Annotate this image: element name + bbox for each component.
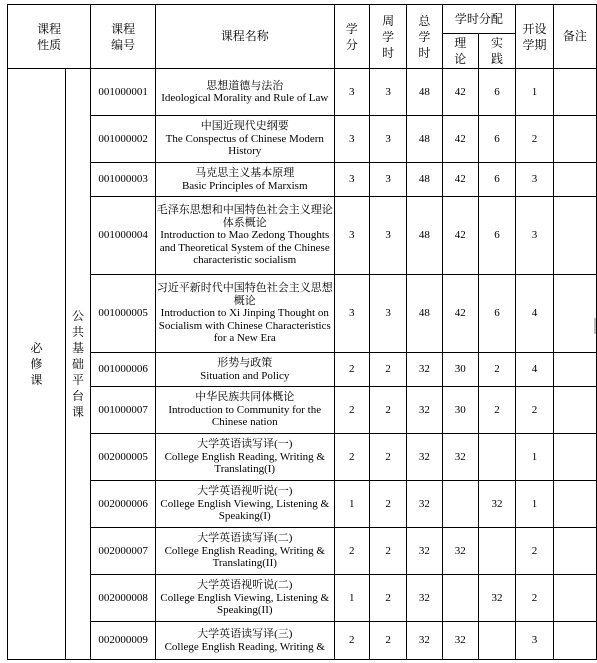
table-row: [8, 69, 597, 116]
theory-hours-cell: 42: [442, 116, 478, 163]
course-code: 001000001: [91, 69, 156, 116]
remark-cell: [553, 434, 596, 481]
course-name-en: College English Reading, Writing & Translating(I): [164, 450, 325, 476]
course-name: [155, 387, 334, 434]
course-name-cn: 思想道德与法治: [206, 79, 284, 92]
table-row: [8, 528, 597, 575]
remark-cell: [553, 275, 596, 353]
course-code: 001000006: [91, 353, 156, 387]
credit-cell: 1: [334, 575, 369, 622]
weekly-hours-cell: 2: [369, 353, 406, 387]
remark-cell: [553, 575, 596, 622]
header-nature: 课程性质: [8, 5, 91, 69]
semester-cell: 3: [516, 163, 554, 197]
course-code: 002000005: [91, 434, 156, 481]
semester-cell: 4: [516, 275, 554, 353]
semester-cell: 3: [516, 197, 554, 275]
course-code: 001000002: [91, 116, 156, 163]
course-name-cn: 大学英语读写译(二): [197, 532, 293, 545]
semester-cell: 4: [516, 353, 554, 387]
semester-cell: 2: [516, 387, 554, 434]
practice-hours-cell: 32: [478, 481, 515, 528]
table-row: [8, 434, 597, 481]
theory-hours-cell: [442, 481, 478, 528]
total-hours-cell: 32: [407, 575, 442, 622]
total-hours-cell: 32: [407, 528, 442, 575]
table-row: [8, 622, 597, 660]
course-name-cn: 习近平新时代中国特色社会主义思想概论: [156, 282, 333, 307]
course-code: 001000004: [91, 197, 156, 275]
weekly-hours-cell: 2: [369, 387, 406, 434]
total-hours-cell: 32: [407, 353, 442, 387]
header-practice: 实践: [478, 34, 515, 69]
table-row: [8, 116, 597, 163]
credit-cell: 2: [334, 434, 369, 481]
course-name: [155, 116, 334, 163]
header-code: 课程编号: [91, 5, 156, 69]
remark-cell: [553, 622, 596, 660]
practice-hours-cell: [478, 528, 515, 575]
practice-hours-cell: 6: [478, 116, 515, 163]
weekly-hours-cell: 2: [369, 434, 406, 481]
course-name-cn: 中国近现代史纲要: [200, 120, 289, 133]
course-nature-cell: 必修课: [8, 69, 66, 660]
table-row: [8, 163, 597, 197]
course-name-cn: 马克思主义基本原理: [195, 167, 295, 179]
header-weekly-hours: 周学时: [369, 5, 406, 69]
total-hours-cell: 32: [407, 622, 442, 660]
table-row: [8, 575, 597, 622]
course-code: 002000007: [91, 528, 156, 575]
course-name-cn: 大学英语读写译(一): [197, 438, 293, 451]
course-name: [155, 528, 334, 575]
weekly-hours-cell: 3: [369, 116, 406, 163]
semester-cell: 2: [516, 116, 554, 163]
course-name-en: Introduction to Xi Jinping Thought on Socialism with Chinese Characteristics for a New Era: [158, 307, 331, 345]
course-name: [155, 353, 334, 387]
course-name-cn: 中华民族共同体概论: [195, 391, 295, 404]
practice-hours-cell: [478, 622, 515, 660]
course-table: [7, 4, 597, 660]
total-hours-cell: 32: [407, 387, 442, 434]
remark-cell: [553, 163, 596, 197]
course-name-en: Introduction to Mao Zedong Thoughts and Theoretical System of the Chinese characteristic socialism: [159, 229, 330, 267]
credit-cell: 3: [334, 163, 369, 197]
total-hours-cell: 48: [407, 69, 442, 116]
semester-cell: 1: [516, 434, 554, 481]
header-semester: 开设学期: [516, 5, 554, 69]
practice-hours-cell: 2: [478, 387, 515, 434]
table-row: [8, 481, 597, 528]
remark-cell: [553, 116, 596, 163]
total-hours-cell: 48: [407, 163, 442, 197]
course-name-en: The Conspectus of Chinese Modern History: [165, 132, 324, 158]
semester-cell: 1: [516, 69, 554, 116]
remark-cell: [553, 197, 596, 275]
weekly-hours-cell: 2: [369, 481, 406, 528]
scrollbar-thumb[interactable]: [594, 318, 596, 334]
weekly-hours-cell: 3: [369, 197, 406, 275]
weekly-hours-cell: 2: [369, 622, 406, 660]
credit-cell: 2: [334, 622, 369, 660]
semester-cell: 3: [516, 622, 554, 660]
course-code: 002000006: [91, 481, 156, 528]
course-name-en: Introduction to Community for the Chinese nation: [168, 403, 322, 429]
theory-hours-cell: 42: [442, 275, 478, 353]
credit-cell: 3: [334, 69, 369, 116]
course-category-cell: 公共基础平台课: [65, 69, 91, 660]
header-credit: 学分: [334, 5, 369, 69]
course-name: [155, 197, 334, 275]
semester-cell: 2: [516, 575, 554, 622]
practice-hours-cell: 6: [478, 69, 515, 116]
course-name: [155, 622, 334, 660]
total-hours-cell: 48: [407, 116, 442, 163]
course-name: [155, 69, 334, 116]
course-name-cn: 大学英语视听说(二): [197, 579, 293, 592]
total-hours-cell: 32: [407, 434, 442, 481]
practice-hours-cell: 32: [478, 575, 515, 622]
semester-cell: 1: [516, 481, 554, 528]
weekly-hours-cell: 2: [369, 575, 406, 622]
table-row: [8, 387, 597, 434]
practice-hours-cell: [478, 434, 515, 481]
course-name-en: Situation and Policy: [200, 369, 290, 382]
course-name: [155, 275, 334, 353]
credit-cell: 3: [334, 275, 369, 353]
course-code: 002000009: [91, 622, 156, 660]
header-theory: 理论: [442, 34, 478, 69]
course-name: [155, 481, 334, 528]
credit-cell: 3: [334, 116, 369, 163]
weekly-hours-cell: 3: [369, 275, 406, 353]
remark-cell: [553, 528, 596, 575]
credit-cell: 3: [334, 197, 369, 275]
weekly-hours-cell: 3: [369, 163, 406, 197]
header-total-hours: 总学时: [407, 5, 442, 69]
theory-hours-cell: 32: [442, 434, 478, 481]
table-row: [8, 197, 597, 275]
theory-hours-cell: 42: [442, 163, 478, 197]
course-name-en: College English Reading, Writing &: [164, 640, 325, 653]
practice-hours-cell: 2: [478, 353, 515, 387]
credit-cell: 2: [334, 387, 369, 434]
remark-cell: [553, 353, 596, 387]
total-hours-cell: 32: [407, 481, 442, 528]
remark-cell: [553, 69, 596, 116]
total-hours-cell: 48: [407, 197, 442, 275]
practice-hours-cell: 6: [478, 197, 515, 275]
credit-cell: 2: [334, 353, 369, 387]
theory-hours-cell: 30: [442, 353, 478, 387]
course-name: [155, 434, 334, 481]
course-code: 001000003: [91, 163, 156, 197]
course-name-cn: 毛泽东思想和中国特色社会主义理论体系概论: [156, 204, 333, 229]
theory-hours-cell: [442, 575, 478, 622]
credit-cell: 2: [334, 528, 369, 575]
practice-hours-cell: 6: [478, 275, 515, 353]
credit-cell: 1: [334, 481, 369, 528]
theory-hours-cell: 42: [442, 69, 478, 116]
course-name-cn: 大学英语视听说(一): [197, 485, 293, 498]
course-code: 001000005: [91, 275, 156, 353]
total-hours-cell: 48: [407, 275, 442, 353]
weekly-hours-cell: 3: [369, 69, 406, 116]
theory-hours-cell: 30: [442, 387, 478, 434]
header-name: 课程名称: [155, 5, 334, 69]
course-name-en: College English Viewing, Listening & Speaking(I): [160, 497, 330, 523]
course-name: [155, 163, 334, 197]
theory-hours-cell: 42: [442, 197, 478, 275]
course-name: [155, 575, 334, 622]
course-name-en: College English Viewing, Listening & Speaking(II): [160, 591, 330, 617]
practice-hours-cell: 6: [478, 163, 515, 197]
table-row: [8, 353, 597, 387]
remark-cell: [553, 481, 596, 528]
header-hours-split: 学时分配: [442, 5, 516, 34]
table-row: [8, 275, 597, 353]
course-name-en: Basic Principles of Marxism: [181, 179, 308, 192]
header-remark: 备注: [553, 5, 596, 69]
course-code: 001000007: [91, 387, 156, 434]
course-name-en: Ideological Morality and Rule of Law: [161, 92, 329, 104]
course-name-cn: 形势与政策: [217, 357, 273, 369]
theory-hours-cell: 32: [442, 528, 478, 575]
course-name-cn: 大学英语读写译(三): [197, 628, 293, 640]
weekly-hours-cell: 2: [369, 528, 406, 575]
semester-cell: 2: [516, 528, 554, 575]
course-code: 002000008: [91, 575, 156, 622]
theory-hours-cell: 32: [442, 622, 478, 660]
remark-cell: [553, 387, 596, 434]
course-name-en: College English Reading, Writing & Translating(II): [164, 544, 325, 570]
